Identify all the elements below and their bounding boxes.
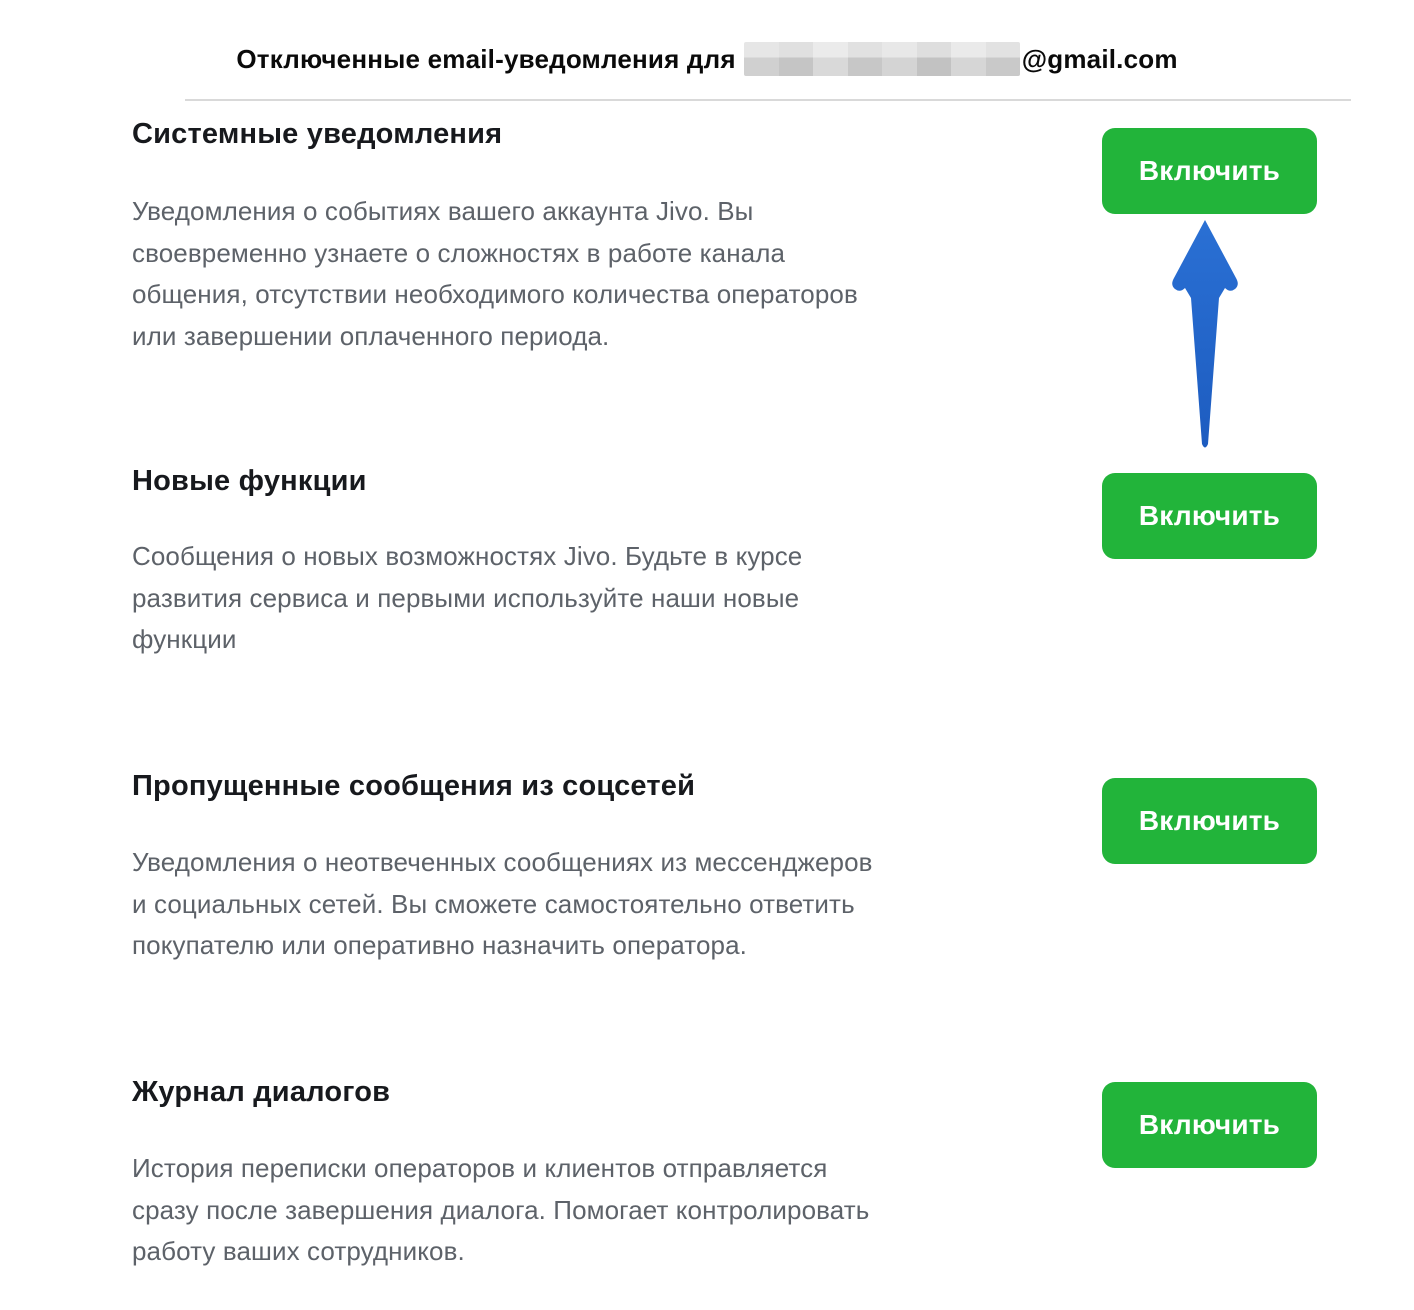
section-description-line: сразу после завершения диалога. Помогает контролировать xyxy=(132,1194,870,1225)
section-description-dialog-log xyxy=(132,1148,869,1273)
page-title-text: Отключенные email-уведомления для xyxy=(236,43,736,74)
enable-button-new-features[interactable]: Включить xyxy=(1102,473,1317,559)
section-description-line: функции xyxy=(132,624,237,654)
section-title-system-notifications: Системные уведомления xyxy=(132,118,503,150)
section-description-line: и социальных сетей. Вы сможете самостоятельно ответить xyxy=(132,888,855,919)
section-title-new-features: Новые функции xyxy=(132,465,367,497)
section-description-new-features xyxy=(132,536,802,661)
section-description-line: или завершении оплаченного периода. xyxy=(132,320,610,351)
section-description-missed-social-messages xyxy=(132,842,873,967)
arrow-up-icon xyxy=(1170,218,1242,456)
section-description-line: общения, отсутствии необходимого количества операторов xyxy=(132,279,858,309)
enable-button-missed-social-messages[interactable]: Включить xyxy=(1102,778,1317,864)
section-description-line: История переписки операторов и клиентов отправляется xyxy=(132,1153,828,1183)
section-description-system-notifications xyxy=(132,191,858,357)
enable-button-dialog-log[interactable]: Включить xyxy=(1102,1082,1317,1168)
section-description-line: Уведомления о событиях вашего аккаунта Jivo. Вы xyxy=(132,196,754,226)
section-description-line: своевременно узнаете о сложностях в работе канала xyxy=(132,237,786,268)
section-description-line: работу ваших сотрудников. xyxy=(132,1236,465,1266)
section-title-missed-social-messages: Пропущенные сообщения из соцсетей xyxy=(132,770,696,802)
section-description-line: развития сервиса и первыми используйте наши новые xyxy=(132,582,800,613)
email-domain-text: @gmail.com xyxy=(1021,43,1178,74)
section-description-line: покупателю или оперативно назначить оператора. xyxy=(132,930,747,960)
page-title xyxy=(0,40,1414,78)
redacted-email-block xyxy=(744,42,1020,76)
header-divider xyxy=(185,99,1351,101)
section-description-line: Сообщения о новых возможностях Jivo. Будьте в курсе xyxy=(132,541,803,571)
section-title-dialog-log: Журнал диалогов xyxy=(132,1076,391,1108)
enable-button-system-notifications[interactable]: Включить xyxy=(1102,128,1317,214)
section-description-line: Уведомления о неотвеченных сообщениях из мессенджеров xyxy=(132,847,873,877)
